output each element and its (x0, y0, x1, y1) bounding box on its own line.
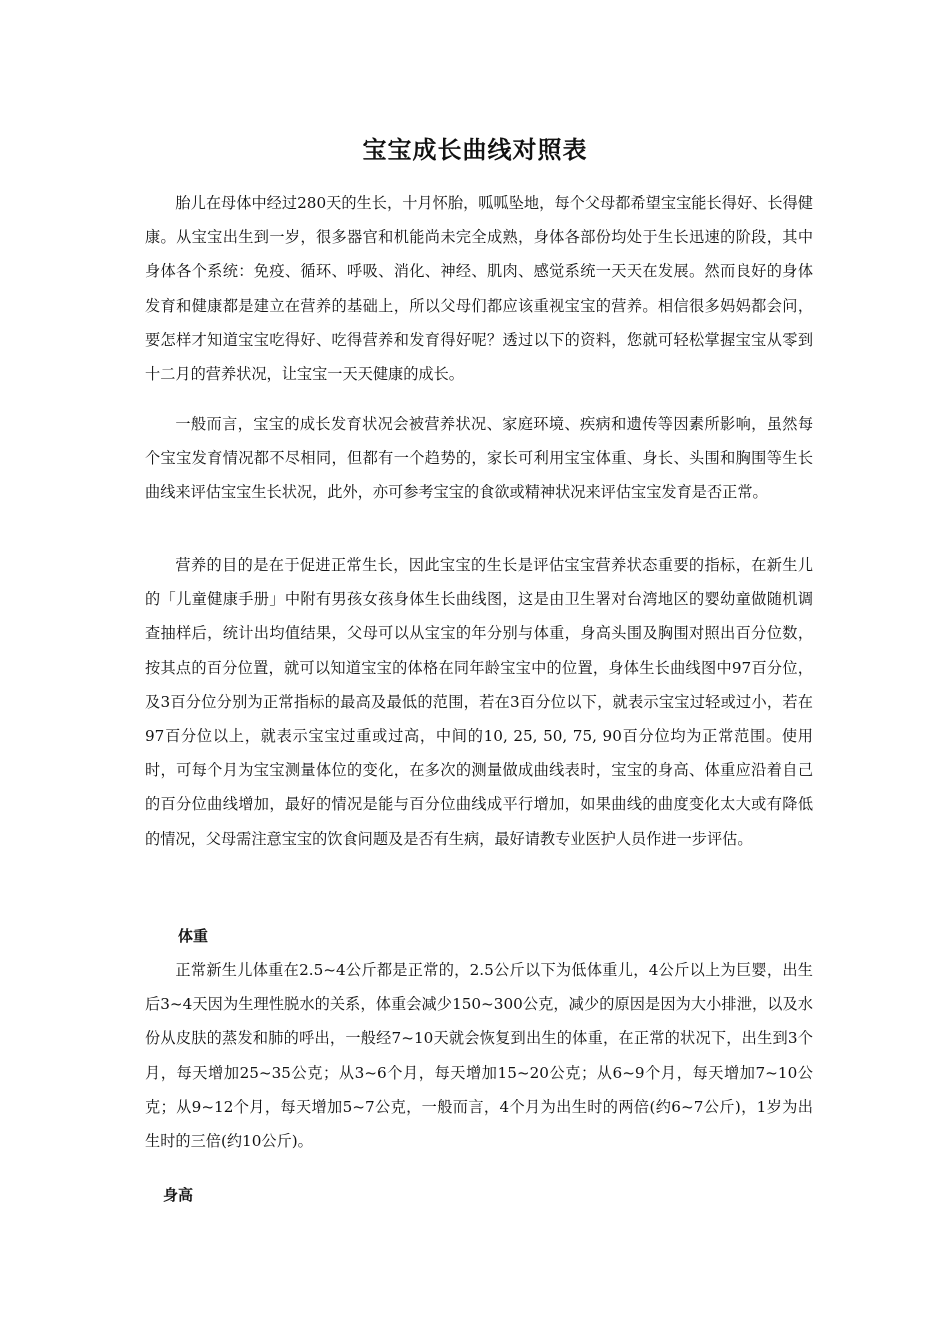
page-title: 宝宝成长曲线对照表 (362, 136, 588, 164)
growth-curve-paragraph: 营养的目的是在于促进正常生长，因此宝宝的生长是评估宝宝营养状态重要的指标，在新生儿的「儿童健康手册」中附有男孩女孩身体生长曲线图，这是由卫生署对台湾地区的婴幼童做随机调查抽样后，统计出均值结果，父母可以从宝宝的年分别与体重，身高头围及胸围对照出百分位数，按其点的百分位置，就可以知道宝宝的体格在同年龄宝宝中的位置，身体生长曲线图中97百分位，及3百分位分别为正常指标的最高及最低的范围，若在3百分位以下，就表示宝宝过轻或过小，若在97百分位以上，就表示宝宝过重或过高，中间的10, 25, 50, 75, 90百分位均为正常范围。使用时，可每个月为宝宝测量体位的变化，在多次的测量做成曲线表时，宝宝的身高、体重应沿着自己的百分位曲线增加，最好的情况是能与百分位曲线成平行增加，如果曲线的曲度变化太大或有降低的情况，父母需注意宝宝的饮食问题及是否有生病，最好请教专业医护人员作进一步评估。 (145, 556, 813, 848)
weight-paragraph: 正常新生儿体重在2.5~4公斤都是正常的，2.5公斤以下为低体重儿，4公斤以上为巨婴，出生后3~4天因为生理性脱水的关系，体重会减少150~300公克，减少的原因是因为大小排泄，以及水份从皮肤的蒸发和肺的呼出，一般经7~10天就会恢复到出生的体重，在正常的状况下，出生到3个月，每天增加25~35公克；从3~6个月，每天增加15~20公克；从6~9个月，每天增加7~10公克；从9~12个月，每天增加5~7公克，一般而言，4个月为出生时的两倍(约6~7公斤)，1岁为出生时的三倍(约10公斤)。 (145, 961, 813, 1151)
section-heading-weight: 体重 (178, 927, 209, 945)
growth-factors-paragraph: 一般而言，宝宝的成长发育状况会被营养状况、家庭环境、疾病和遗传等因素所影响，虽然每个宝宝发育情况都不尽相同，但都有一个趋势的，家长可利用宝宝体重、身长、头围和胸围等生长曲线来评估宝宝生长状况，此外，亦可参考宝宝的食欲或精神状况来评估宝宝发育是否正常。 (145, 415, 813, 502)
section-heading-height: 身高 (163, 1186, 194, 1204)
intro-paragraph: 胎儿在母体中经过280天的生长，十月怀胎，呱呱坠地，每个父母都希望宝宝能长得好、长得健康。从宝宝出生到一岁，很多器官和机能尚未完全成熟，身体各部份均处于生长迅速的阶段，其中身体各个系统：免疫、循环、呼吸、消化、神经、肌肉、感觉系统一天天在发展。然而良好的身体发育和健康都是建立在营养的基础上，所以父母们都应该重视宝宝的营养。相信很多妈妈都会问，要怎样才知道宝宝吃得好、吃得营养和发育得好呢？透过以下的资料，您就可轻松掌握宝宝从零到十二月的营养状况，让宝宝一天天健康的成长。 (145, 194, 813, 384)
